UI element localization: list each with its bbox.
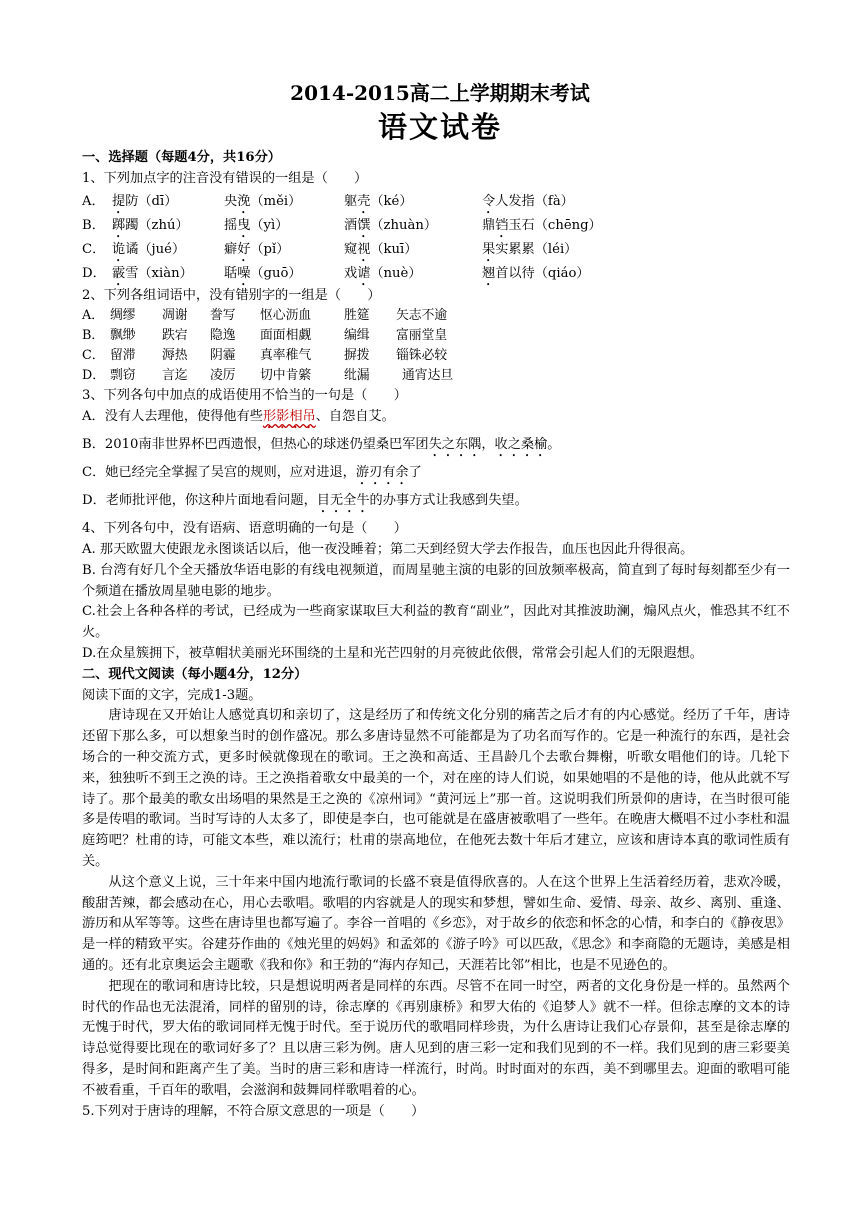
q2-a-word6: 矢志不逾 xyxy=(396,308,448,324)
q4-option-a: A. 那天欧盟大使跟龙永图谈话以后，他一夜没睡着；第二天到经贸大学去作报告，血压也因此升得很高。 xyxy=(82,541,694,557)
q2-options xyxy=(82,306,790,386)
q2-d-word4: 切中肯綮 xyxy=(260,368,312,384)
q2-c-word3: 阴霾 xyxy=(210,348,236,364)
q3-a-idiom: 形影相吊 xyxy=(262,409,316,425)
q3-option-a: A．没有人去理他，使得他有些形影相吊、自怨自艾。 xyxy=(82,409,395,425)
q3-c-idiom: 游刃有余 xyxy=(355,465,409,481)
q1-d-item2: 聒噪（guō） xyxy=(224,265,302,281)
q1-b-item1: 踯躅（zhú） xyxy=(112,217,189,233)
q2-c-word5: 摒拨 xyxy=(344,348,370,364)
exam-subject-title: 语文试卷 xyxy=(377,110,502,144)
section2-heading: 二、现代文阅读（每小题4分，12分） xyxy=(82,666,308,682)
q1-a-item4: 令人发指（fà） xyxy=(482,193,574,209)
q3-option-d: D．老师批评他，你这种片面地看问题，目无全牛的办事方式让我感到失望。 xyxy=(82,493,528,509)
q2-b-word6: 富丽堂皇 xyxy=(396,328,448,344)
q1-option-b: B． 踯躅（zhú） 摇曳（yì） 酒馔（zhuàn） 鼎铛玉石（chēng） xyxy=(82,214,790,238)
q2-b-word3: 隐逸 xyxy=(210,328,236,344)
q2-a-word3: 誊写 xyxy=(210,308,236,324)
q1-options xyxy=(82,190,790,286)
q2-a-word1: 绸缪 xyxy=(110,308,136,324)
q3-stem: 3、下列各句中加点的成语使用不恰当的一句是（ ） xyxy=(82,388,407,404)
reading-paragraph-3: 把现在的歌词和唐诗比较，只是想说明两者是同样的东西。尽管不在同一时空，两者的文化身份是一样的。虽然两个时代的作品也无法混淆，同样的留别的诗，徐志摩的《再别康桥》和罗大佑的《追梦人》就不一样。但徐志摩的文本的诗无愧于时代，罗大佑的歌词同样无愧于时代。至于说历代的歌唱同样珍贵，为什么唐诗让我们心存景仰，甚至是徐志摩的诗总觉得要比现在的歌词好多了？且以唐三彩为例。唐人见到的唐三彩一定和我们见到的不一样。我们见到的唐三彩要美得多，是时间和距离产生了美。当时的唐三彩和唐诗一样流行，时尚。时时面对的东西，美不到哪里去。迎面的歌唱可能不被看重，千百年的歌唱，会滋润和鼓舞同样歌唱着的心。 xyxy=(82,978,790,1098)
q1-c-item1: 诡谲（jué） xyxy=(112,241,186,257)
q1-option-c: C． 诡谲（jué） 癖好（pǐ） 窥视（kuī） 果实累累（léi） xyxy=(82,238,790,262)
q3-b-idiom: 失之东隅，收之桑榆 xyxy=(428,437,548,453)
q2-a-word2: 凋谢 xyxy=(162,308,188,324)
q1-d-item4: 翘首以待（qiáo） xyxy=(482,265,590,281)
q4-option-b: B. 台湾有好几个全天播放华语电影的有线电视频道，而周星驰主演的电影的回放频率极高，简直到了每时每刻都至少有一个频道在播放周星驰电影的地步。 xyxy=(82,562,790,599)
q4-stem: 4、下列各句中，没有语病、语意明确的一句是（ ） xyxy=(82,521,407,537)
q1-b-item2: 摇曳（yì） xyxy=(224,217,289,233)
q2-d-word2: 言迄 xyxy=(162,368,188,384)
q1-a-item1: 提防（dī） xyxy=(112,193,178,209)
q1-a-item3: 躯壳（ké） xyxy=(344,193,413,209)
q1-d-item3: 戏谑（nuè） xyxy=(344,265,422,281)
q2-c-word1: 留滞 xyxy=(110,348,136,364)
q2-b-word1: 飘缈 xyxy=(110,328,136,344)
q1-c-item3: 窥视（kuī） xyxy=(344,241,418,257)
reading-paragraph-2: 从这个意义上说，三十年来中国内地流行歌词的长盛不衰是值得欣喜的。人在这个世界上生活着经历着，悲欢冷暖，酸甜苦辣，都会感动在心，用心去歌唱。歌唱的内容就是人的现实和梦想，譬如生命、爱情、母亲、故乡、离别、重逢、游历和从军等等。这些在唐诗里也都写遍了。李谷一首唱的《乡恋》，对于故乡的依恋和怀念的心情，和李白的《静夜思》是一样的精致平实。谷建芬作曲的《烛光里的妈妈》和孟郊的《游子吟》可以匹敌，《思念》和李商隐的无题诗，美感是相通的。还有北京奥运会主题歌《我和你》和王勃的“海内存知己，天涯若比邻”相比，也是不见逊色的。 xyxy=(82,874,790,973)
q4-option-d: D.在众星簇拥下，被草帽状美丽光环围绕的土星和光芒四射的月亮彼此依偎，常常会引起人们的无限遐想。 xyxy=(82,645,703,661)
q2-d-word3: 凌厉 xyxy=(210,368,236,384)
reading-paragraph-1: 唐诗现在又开始让人感觉真切和亲切了，这是经历了和传统文化分别的痛苦之后才有的内心感觉。经历了千年，唐诗还留下那么多，可以想象当时的创作盛况。那么多唐诗显然不可能都是为了功名而写作的。它是一种流行的东西，是社会场合的一种交流方式，更多时候就像现在的歌词。王之涣和高适、王昌龄几个去歌台舞榭，听歌女唱他们的诗。几轮下来，独独听不到王之涣的诗。王之涣指着歌女中最美的一个，对在座的诗人们说，如果她唱的不是他的诗，他从此就不写诗了。那个最美的歌女出场唱的果然是王之涣的《凉州词》“黄河远上”那一首。这说明我们所景仰的唐诗，在当时很可能多是传唱的歌词。当时写诗的人太多了，即使是李白，也可能就是在盛唐被歌唱了一些年。在晚唐大概唱不过小李杜和温庭筠吧？杜甫的诗，可能文本些，难以流行；杜甫的崇高地位，在他死去数十年后才建立，应该和唐诗本真的歌词性质有关。 xyxy=(82,708,790,869)
q2-c-word4: 真率稚气 xyxy=(260,348,312,364)
q5-stem: 5.下列对于唐诗的理解，不符合原文意思的一项是（ ） xyxy=(82,1103,425,1119)
q2-d-word5: 纰漏 xyxy=(344,368,370,384)
q2-b-word5: 编缉 xyxy=(344,328,370,344)
q2-option-d: D． 剽窃 言迄 凌厉 切中肯綮 纰漏 通宵达旦 xyxy=(82,366,790,386)
q2-c-word2: 溽热 xyxy=(162,348,188,364)
q2-a-word4: 怄心沥血 xyxy=(260,308,312,324)
q1-b-item3: 酒馔（zhuàn） xyxy=(344,217,438,233)
q1-a-item2: 央浼（měi） xyxy=(224,193,302,209)
q2-stem: 2、下列各组词语中，没有错别字的一组是（ ） xyxy=(82,287,381,303)
q1-option-a: A． 提防（dī） 央浼（měi） 躯壳（ké） 令人发指（fà） xyxy=(82,190,790,214)
q1-option-d: D． 霰雪（xiàn） 聒噪（guō） 戏谑（nuè） 翘首以待（qiáo） xyxy=(82,262,790,286)
q4-option-c: C.社会上各种各样的考试，已经成为一些商家谋取巨大利益的教育“副业”，因此对其推波助澜，煽风点火，惟恐其不红不火。 xyxy=(82,604,790,641)
q2-d-word6: 通宵达旦 xyxy=(402,368,454,384)
q2-option-b: B． 飘缈 跌宕 隐逸 面面相觑 编缉 富丽堂皇 xyxy=(82,326,790,346)
q2-option-a: A． 绸缪 凋谢 誊写 怄心沥血 胜筵 矢志不逾 xyxy=(82,306,790,326)
q3-option-b: B．2010南非世界杯巴西遗恨，但热心的球迷仍望桑巴军团失之东隅，收之桑榆。 xyxy=(82,437,561,453)
exam-page xyxy=(82,80,790,1122)
reading-intro: 阅读下面的文字，完成1-3题。 xyxy=(82,687,262,703)
q1-d-item1: 霰雪（xiàn） xyxy=(112,265,193,281)
q2-a-word5: 胜筵 xyxy=(344,308,370,324)
q2-option-c: C． 留滞 溽热 阴霾 真率稚气 摒拨 锱铢必较 xyxy=(82,346,790,366)
q2-d-word1: 剽窃 xyxy=(110,368,136,384)
q1-c-item2: 癖好（pǐ） xyxy=(224,241,290,257)
q3-d-idiom: 目无全牛 xyxy=(316,493,370,509)
exam-title: 2014-2015高二上学期期末考试 xyxy=(290,81,590,105)
section1-heading: 一、选择题（每题4分，共16分） xyxy=(82,150,281,165)
q1-b-item4: 鼎铛玉石（chēng） xyxy=(482,217,602,233)
q1-stem: 1、下列加点字的注音没有错误的一组是（ ） xyxy=(82,170,368,186)
q3-option-c: C．她已经完全掌握了吴宫的规则，应对进退，游刃有余了 xyxy=(82,465,422,481)
q1-c-item4: 果实累累（léi） xyxy=(482,241,578,257)
q2-b-word4: 面面相觑 xyxy=(260,328,312,344)
q2-c-word6: 锱铢必较 xyxy=(396,348,448,364)
q2-b-word2: 跌宕 xyxy=(162,328,188,344)
